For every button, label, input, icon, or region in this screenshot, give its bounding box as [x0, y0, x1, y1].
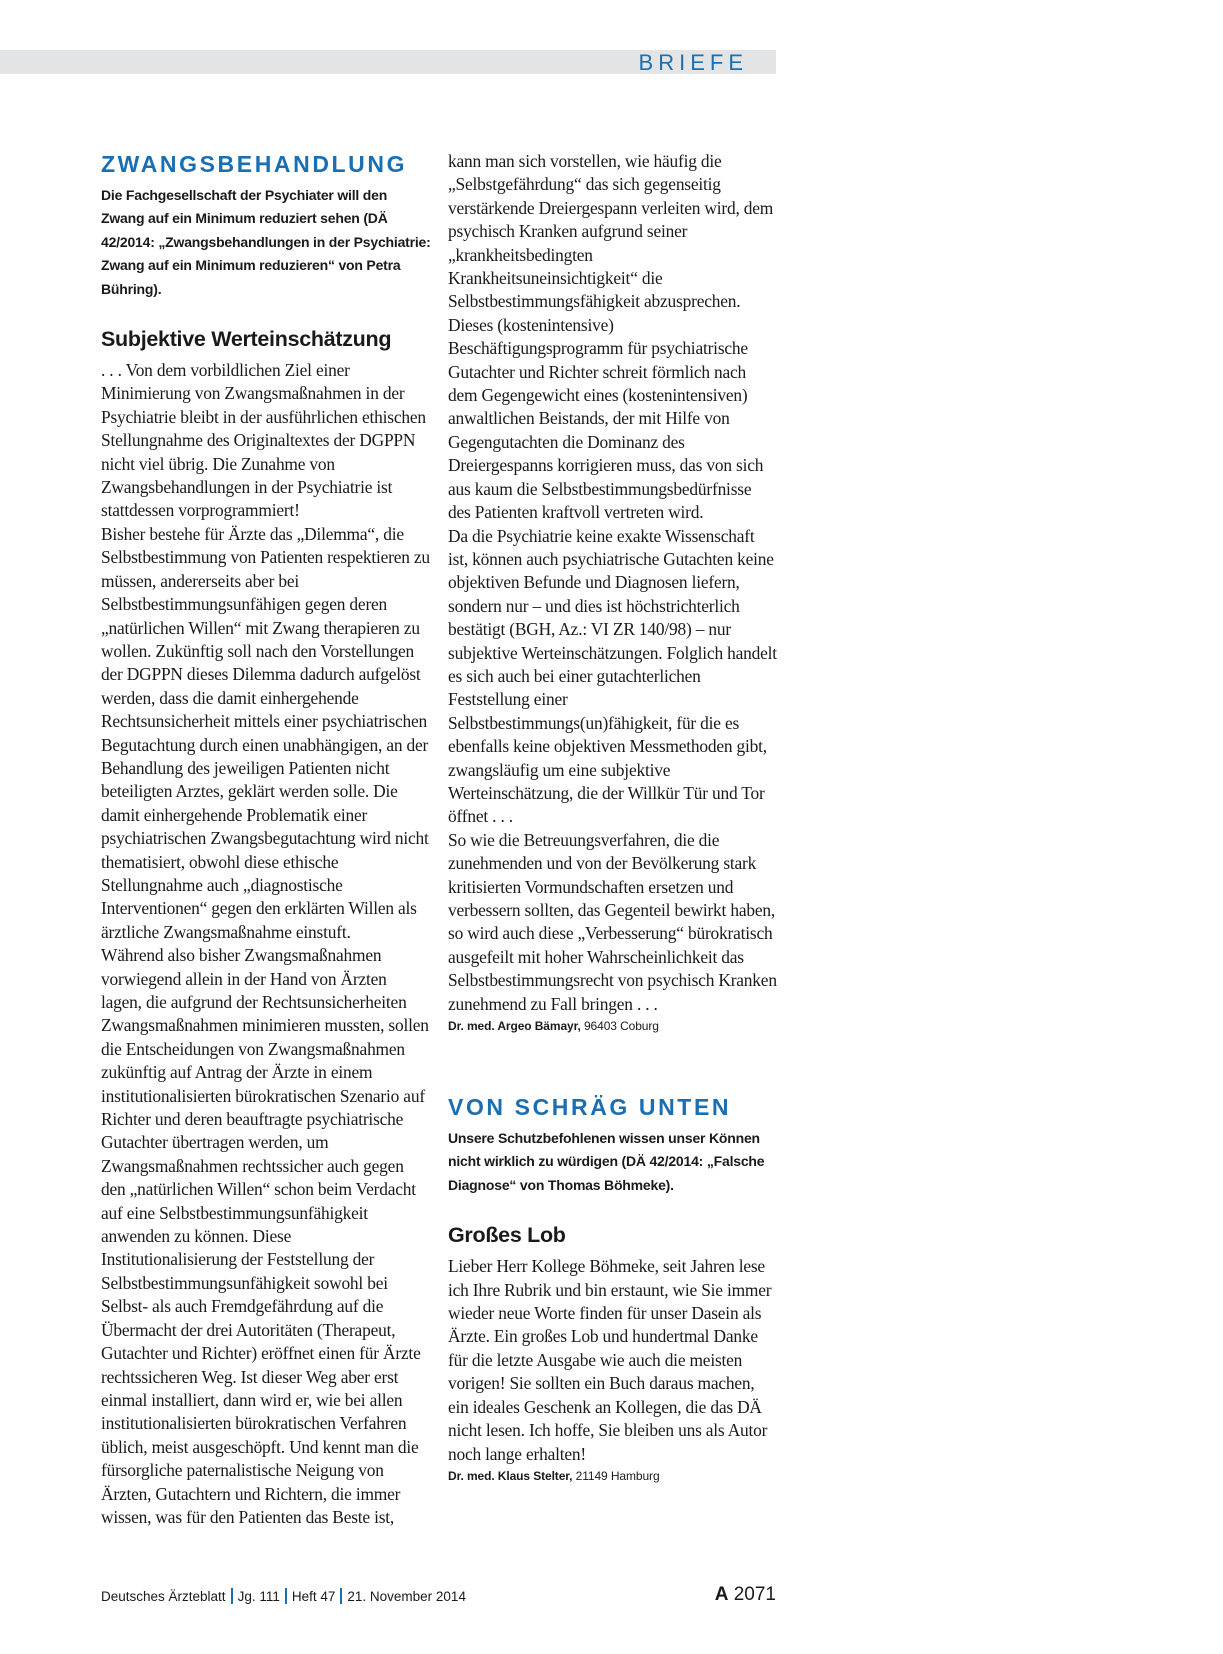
column-right — [448, 150, 778, 1485]
body-paragraph: Da die Psychiatrie keine exakte Wissenschaft ist, können auch psychiatrische Gutachten keine objektiven Befunde und Diagnosen liefern, sondern nur – und dies ist höchstrichterlich bestätigt (BGH, Az.: VI ZR 140/98) – nur subjektive Werteinschätzungen. Folglich handelt es sich auch bei einer gutachterlichen Feststellung einer Selbstbestimmungs(un)fähigkeit, für die es ebenfalls keine objektiven Messmethoden gibt, zwangsläufig um eine subjektive Werteinschätzung, die der Willkür Tür und Tor öffnet . . . — [448, 525, 777, 827]
author-name: Dr. med. Klaus Stelter, — [448, 1468, 573, 1483]
author-place: 21149 Hamburg — [572, 1468, 660, 1483]
body-paragraph: Bisher bestehe für Ärzte das „Dilemma“, die Selbstbestimmung von Patienten respektieren zu müssen, andererseits aber bei Selbstbestimmungsunfähigen gegen deren „natürlichen Willen“ mit Zwang therapieren zu wollen. Zukünftig soll nach den Vorstellungen der DGPPN dieses Dilemma dadurch aufgelöst werden, dass die damit einhergehende Rechtsunsicherheit mittels einer psychiatrischen Begutachtung durch einen unabhängigen, an der Behandlung des jeweiligen Patienten nicht beteiligten Arztes, geklärt werden solle. Die damit einhergehende Problematik einer psychiatrischen Zwangsbegutachtung wird nicht thematisiert, obwohl diese ethische Stellungnahme auch „diagnostische Interventionen“ gegen den erklärten Willen als ärztliche Zwangsmaßnahme einstuft. — [101, 523, 430, 942]
footer-publication: Deutsches Ärzteblatt — [101, 1589, 226, 1604]
article2-kicker: VON SCHRÄG UNTEN — [448, 1094, 732, 1121]
article1-kicker: ZWANGSBEHANDLUNG — [101, 151, 408, 177]
section-header-bar — [0, 50, 776, 74]
footer-date: 21. November 2014 — [347, 1589, 466, 1604]
footer-issue: Heft 47 — [291, 1589, 336, 1604]
body-paragraph-continued: kann man sich vorstellen, wie häufig die „Selbstgefährdung“ das sich gegenseitig verstärkende Dreiergespann verleiten wird, dem psychisch Kranken aufgrund seiner „krankheitsbedingten Krankheitsuneinsichtigkeit“ die Selbstbestimmungsfähigkeit abzusprechen. Dieses (kostenintensive) Beschäftigungsprogramm für psychiatrische Gutachter und Richter schreit förmlich nach dem Gegengewicht eines (kostenintensiven) anwaltlichen Beistands, der mit Hilfe von Gegengutachten die Dominanz des Dreiergespanns korrigieren muss, das von sich aus kaum die Selbstbestimmungsbedürfnisse des Patienten kraftvoll vertreten wird. — [448, 151, 774, 523]
body-paragraph: Während also bisher Zwangsmaßnahmen vorwiegend allein in der Hand von Ärzten lagen, die aufgrund der Rechtsunsicherheiten Zwangsmaßnahmen minimieren mussten, sollen die Entscheidungen von Zwangsmaßnahmen zukünftig auf Antrag der Ärzte in einem institutionalisierten bürokratischen Szenario auf Richter und deren beauftragte psychiatrische Gutachter übertragen werden, um Zwangsmaßnahmen rechtssicher auch gegen den „natürlichen Willen“ schon beim Verdacht auf eine Selbstbestimmungsunfähigkeit anwenden zu können. Diese Institutionalisierung der Feststellung der Selbstbestimmungsunfähigkeit sowohl bei Selbst- als auch Fremdgefährdung auf die Übermacht der drei Autoritäten (Therapeut, Gutachter und Richter) eröffnet einen für Ärzte rechtssicheren Weg. Ist dieser Weg aber erst einmal installiert, dann wird er, wie bei allen institutionalisierten bürokratischen Verfahren üblich, meist ausgeschöpft. Und kennt man die fürsorgliche paternalistische Neigung von Ärzten, Gutachtern und Richtern, die immer wissen, was für den Patienten das Beste ist, — [101, 945, 429, 1527]
page-number-value: 2071 — [733, 1584, 776, 1605]
footer-separator — [231, 1588, 233, 1604]
page-prefix: A — [714, 1584, 729, 1605]
article1-body-continued — [448, 150, 778, 1035]
page-number — [715, 1582, 776, 1608]
author-place: 96403 Coburg — [580, 1019, 659, 1034]
article-spacer — [448, 1035, 778, 1093]
article2-lead: Unsere Schutzbefohlenen wissen unser Können nicht wirklich zu würdigen (DÄ 42/2014: „Falsche Diagnose“ von Thomas Böhmeke). — [448, 1130, 765, 1193]
author-name: Dr. med. Argeo Bämayr, — [448, 1019, 581, 1034]
body-paragraph: . . . Von dem vorbildlichen Ziel einer Minimierung von Zwangsmaßnahmen in der Psychiatrie bleibt in der ausführlichen ethischen Stellungnahme des Originaltextes der DGPPN nicht viel übrig. Die Zunahme von Zwangsbehandlungen in der Psychiatrie ist stattdessen vorprogrammiert! — [101, 360, 426, 521]
article2-headline: Großes Lob — [448, 1223, 566, 1248]
article2-body — [448, 1255, 778, 1485]
article1-lead: Die Fachgesellschaft der Psychiater will den Zwang auf ein Minimum reduziert sehen (DÄ 42/2014: „Zwangsbehandlungen in der Psychiatrie: Zwang auf ein Minimum reduzieren“ von Petra Bühring). — [101, 187, 431, 297]
body-paragraph: Lieber Herr Kollege Böhmeke, seit Jahren lese ich Ihre Rubrik und bin erstaunt, wie Sie immer wieder neue Worte finden für unser Dasein als Ärzte. Ein großes Lob und hundertmal Danke für die letzte Ausgabe wie auch die meisten vorigen! Sie sollten ein Buch daraus machen, ein ideales Geschenk an Kollegen, die das DÄ nicht lesen. Ich hoffe, Sie bleiben uns als Autor noch lange erhalten! — [448, 1256, 772, 1464]
footer-separator — [285, 1588, 287, 1604]
page-footer — [101, 1586, 776, 1608]
column-left — [101, 150, 431, 1529]
section-label: BRIEFE — [638, 50, 748, 75]
body-paragraph: So wie die Betreuungsverfahren, die die zunehmenden und von der Bevölkerung stark kritisierten Vormundschaften ersetzen und verbessern sollten, das Gegenteil bewirkt haben, so wird auch diese „Verbesserung“ bürokratisch ausgefeilt mit hoher Wahrscheinlichkeit das Selbstbestimmungsrecht von psychisch Kranken zunehmend zu Fall bringen . . . — [448, 829, 777, 1014]
article1-headline: Subjektive Werteinschätzung — [101, 327, 392, 352]
footer-separator — [340, 1588, 342, 1604]
footer-volume: Jg. 111 — [237, 1589, 280, 1604]
article1-body — [101, 359, 431, 1529]
article1-author — [448, 1017, 778, 1035]
article2-author — [448, 1467, 778, 1485]
